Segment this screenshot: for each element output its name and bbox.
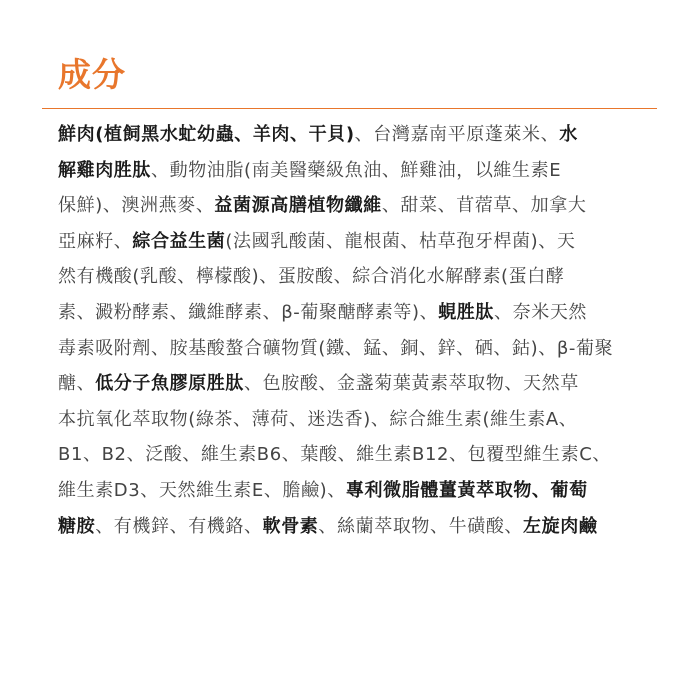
ingredient-text: 本抗氧化萃取物(綠茶、薄荷、迷迭香)、綜合維生素(維生素A、 (58, 408, 578, 430)
ingredient-highlight: 水 (559, 124, 578, 145)
ingredient-highlight: 蜆胜肽 (438, 301, 495, 323)
ingredient-text: 然有機酸(乳酸、檸檬酸)、蛋胺酸、綜合消化水解酵素(蛋白酵 (58, 266, 565, 288)
ingredient-text: 醣、 (58, 373, 96, 395)
section-heading: 成分 (58, 55, 126, 94)
ingredient-line (58, 437, 658, 473)
ingredient-highlight: 專利微脂體薑黃萃取物、葡萄 (345, 479, 588, 501)
ingredient-line (58, 331, 658, 367)
heading-divider (42, 108, 657, 109)
ingredient-text: 、絲蘭萃取物、牛磺酸、 (318, 515, 524, 537)
ingredient-text: 維生素D3、天然維生素E、膽鹼)、 (58, 479, 346, 501)
ingredient-text: 保鮮)、澳洲燕麥、 (58, 195, 215, 217)
ingredient-highlight: 益菌源高膳植物纖維 (214, 195, 382, 217)
ingredient-line (58, 259, 658, 295)
ingredient-highlight: 鮮肉(植飼黑水虻幼蟲、羊肉、干貝) (58, 124, 355, 145)
ingredient-text: 、動物油脂(南美醫藥級魚油、鮮雞油，以維生素E (151, 159, 562, 181)
ingredient-text: B1、B2、泛酸、維生素B6、葉酸、維生素B12、包覆型維生素C、 (58, 444, 612, 466)
ingredient-line (58, 402, 658, 438)
ingredient-highlight: 綜合益生菌 (132, 230, 226, 252)
ingredient-line (58, 509, 658, 545)
ingredient-line (58, 366, 658, 402)
ingredient-text: 、台灣嘉南平原蓬萊米、 (354, 124, 560, 145)
ingredient-line (58, 224, 658, 260)
ingredient-highlight: 解雞肉胜肽 (58, 159, 151, 181)
ingredient-highlight: 糖胺 (58, 515, 96, 537)
ingredient-text: (法國乳酸菌、龍根菌、枯草孢牙桿菌)、天 (225, 230, 576, 252)
ingredient-text: 、甜菜、苜蓿草、加拿大 (381, 195, 587, 217)
ingredient-text: 、色胺酸、金盞菊葉黃素萃取物、天然草 (244, 373, 579, 395)
ingredient-text: 亞麻籽、 (58, 230, 133, 252)
ingredient-text: 、有機鋅、有機鉻、 (95, 515, 263, 537)
ingredient-line (58, 295, 658, 331)
ingredient-highlight: 左旋肉鹼 (523, 515, 598, 537)
ingredient-text: 毒素吸附劑、胺基酸螯合礦物質(鐵、錳、銅、鋅、硒、鈷)、β-葡聚 (58, 337, 614, 359)
ingredient-highlight: 軟骨素 (262, 515, 319, 537)
ingredient-text: 、奈米天然 (494, 301, 588, 323)
ingredient-line (58, 117, 658, 153)
ingredient-highlight: 低分子魚膠原胜肽 (95, 373, 245, 395)
ingredient-line (58, 473, 658, 509)
ingredient-list (58, 117, 658, 544)
ingredient-text: 素、澱粉酵素、纖維酵素、β-葡聚醣酵素等)、 (58, 301, 439, 323)
ingredient-line (58, 153, 658, 189)
ingredient-line (58, 188, 658, 224)
